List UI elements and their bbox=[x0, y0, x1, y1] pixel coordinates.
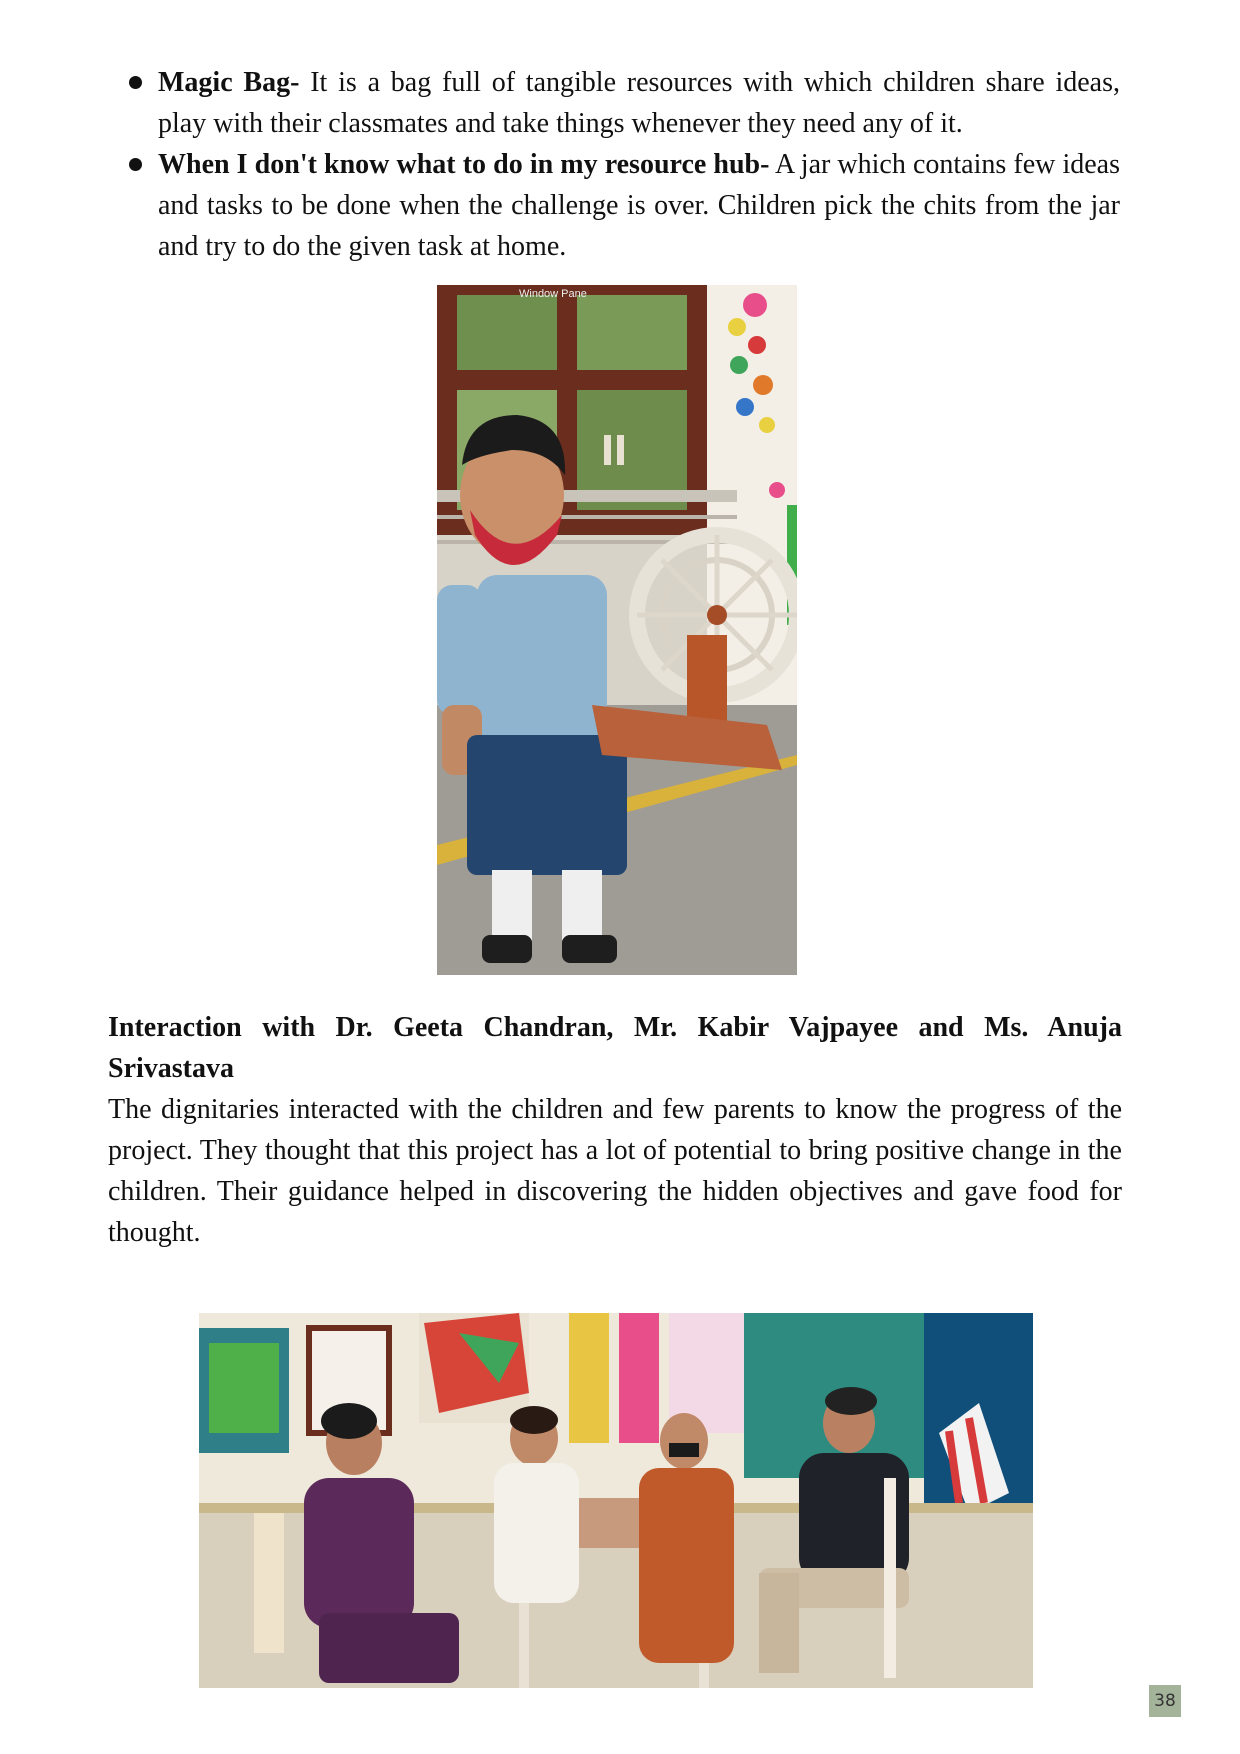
section-body: The dignitaries interacted with the children and few parents to know the progress of the project. They thought that this project has a lot of potential to bring positive change in the children. Their guidance helped in discovering the hidden objectives and gave food for thought. bbox=[108, 1094, 1122, 1248]
section-heading-line-2: Srivastava bbox=[108, 1053, 234, 1084]
photo-dignitaries-interaction bbox=[199, 1313, 1033, 1688]
bullet-list bbox=[108, 62, 1120, 267]
bullet-text: A jar which contains few ideas and tasks to be done when the challenge is over. Children pick the chits from the jar and try to do the given task at home. bbox=[158, 149, 1120, 262]
bullet-term: When I don't know what to do in my resource hub- bbox=[158, 149, 770, 180]
bullet-dot bbox=[129, 158, 142, 171]
page-number: 38 bbox=[1149, 1685, 1181, 1717]
bullet-item-resource-hub bbox=[108, 144, 1120, 267]
bullet-term: Magic Bag- bbox=[158, 67, 300, 98]
section-heading bbox=[108, 1007, 1122, 1089]
section-heading-line-1: Interaction with Dr. Geeta Chandran, Mr. Kabir Vajpayee and Ms. Anuja bbox=[108, 1012, 1122, 1043]
bullet-dot bbox=[129, 76, 142, 89]
window-sign-text: Window Pane bbox=[519, 288, 587, 300]
bullet-item-magic-bag bbox=[108, 62, 1120, 144]
photo-boy-with-charkha-model bbox=[437, 285, 797, 975]
bullet-text: It is a bag full of tangible resources with which children share ideas, play with their classmates and take things whenever they need any of it. bbox=[158, 67, 1121, 139]
